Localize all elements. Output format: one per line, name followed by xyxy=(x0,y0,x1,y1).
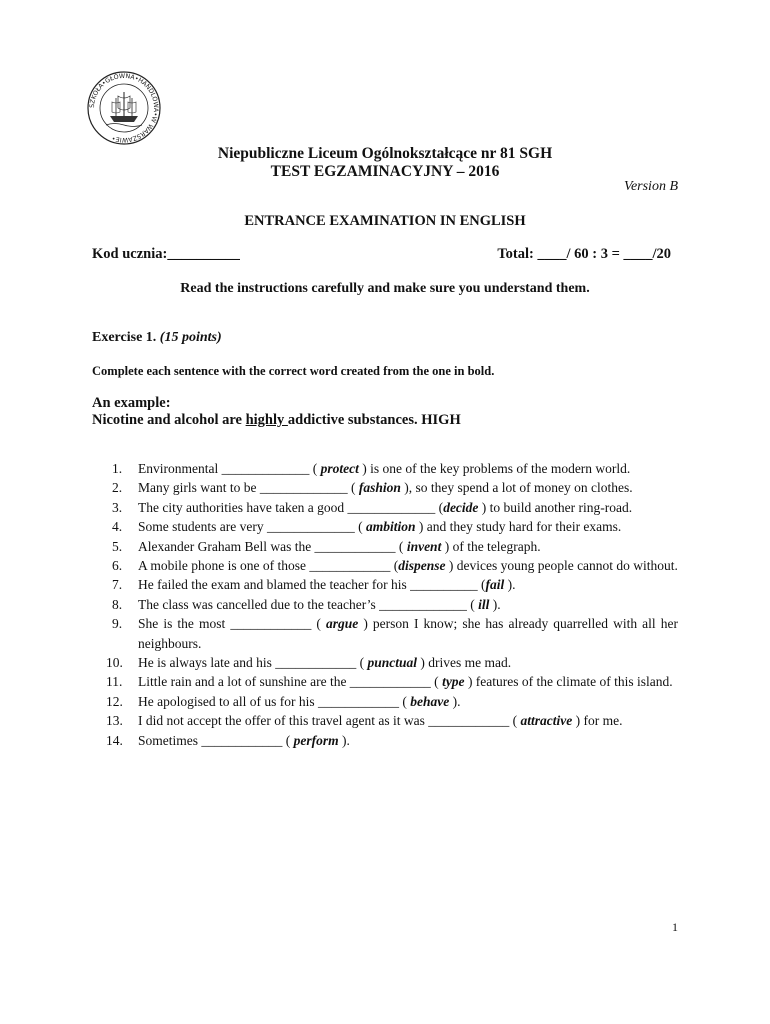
item-text: She is the most ____________ ( xyxy=(138,616,326,632)
school-seal-logo xyxy=(86,70,162,146)
item-text: He apologised to all of us for his ____________ ( xyxy=(138,693,411,709)
item-text: A mobile phone is one of those ____________ ( xyxy=(138,558,399,574)
item-text: Little rain and a lot of sunshine are the ____________ ( xyxy=(138,674,443,690)
item-number: 7. xyxy=(112,577,123,593)
school-name: Niepubliczne Liceum Ogólnokształcące nr 81 SGH xyxy=(217,145,553,162)
item-text: ). xyxy=(504,577,516,593)
item-text: ), so they spend a lot of money on clothes. xyxy=(400,480,633,496)
item-text: The class was cancelled due to the teacher’s _____________ ( xyxy=(138,596,479,612)
item-text: The city authorities have taken a good _____________ ( xyxy=(138,499,444,515)
item-number: 9. xyxy=(112,616,123,632)
item-text: ). xyxy=(449,693,461,709)
item-keyword: dispense xyxy=(398,558,446,574)
student-code-field: Kod ucznia:__________ xyxy=(92,246,240,262)
item-number: 14. xyxy=(106,732,123,748)
example-post: addictive substances. HIGH xyxy=(287,412,461,428)
item-keyword: punctual xyxy=(367,655,417,671)
item-keyword: ambition xyxy=(365,519,416,535)
list-item xyxy=(92,692,678,711)
list-item xyxy=(92,517,678,536)
item-text: ) of the telegraph. xyxy=(441,538,541,554)
item-text: Sometimes ____________ ( xyxy=(138,732,294,748)
total-score-field: Total: ____/ 60 : 3 = ____/20 xyxy=(497,246,671,262)
item-text: Alexander Graham Bell was the ____________ ( xyxy=(138,538,407,554)
list-item xyxy=(92,672,678,691)
item-text: ) person I know; she has already quarrelled with all her neighbours. xyxy=(138,616,678,651)
item-keyword: type xyxy=(442,674,465,690)
item-keyword: ill xyxy=(478,596,490,612)
test-title: TEST EGZAMINACYJNY – 2016 xyxy=(270,163,500,180)
exercise-title-text: Exercise 1. xyxy=(92,330,160,345)
list-item xyxy=(92,653,678,672)
item-number: 10. xyxy=(106,655,123,671)
item-number: 13. xyxy=(106,713,123,729)
item-keyword: fashion xyxy=(358,480,401,496)
exercise-points: (15 points) xyxy=(159,330,222,345)
item-text: He is always late and his ____________ ( xyxy=(138,655,368,671)
exercise-title xyxy=(92,330,222,346)
item-number: 2. xyxy=(112,480,123,496)
list-item xyxy=(92,614,678,653)
item-text: I did not accept the offer of this travel agent as it was ____________ ( xyxy=(138,713,521,729)
page-number: 1 xyxy=(672,920,678,934)
item-keyword: protect xyxy=(320,461,359,476)
item-text: Many girls want to be _____________ ( xyxy=(138,480,359,496)
list-item xyxy=(92,575,678,594)
item-text: ). xyxy=(338,732,350,748)
item-text: ). xyxy=(489,596,501,612)
example-answer: highly xyxy=(245,412,288,428)
list-item xyxy=(92,537,678,556)
item-text: ) features of the climate of this island. xyxy=(464,674,673,690)
item-text: Environmental _____________ ( xyxy=(138,461,321,476)
exercise-instruction: Complete each sentence with the correct word created from the one in bold. xyxy=(92,364,495,378)
item-number: 12. xyxy=(106,693,123,709)
item-text: ) is one of the key problems of the modern world. xyxy=(358,461,631,476)
item-number: 3. xyxy=(112,499,123,515)
version-label: Version B xyxy=(623,179,678,194)
example-pre: Nicotine and alcohol are xyxy=(92,412,246,428)
item-number: 1. xyxy=(112,461,123,476)
item-keyword: fail xyxy=(485,577,505,593)
item-number: 8. xyxy=(112,596,123,612)
list-item xyxy=(92,731,678,750)
item-text: ) to build another ring-road. xyxy=(478,499,633,515)
item-number: 6. xyxy=(112,558,123,574)
exercise-items xyxy=(92,459,678,750)
item-keyword: attractive xyxy=(520,713,573,729)
item-number: 5. xyxy=(112,538,123,554)
item-text: ) and they study hard for their exams. xyxy=(415,519,622,535)
item-number: 4. xyxy=(112,519,123,535)
instructions-note: Read the instructions carefully and make sure you understand them. xyxy=(180,281,590,296)
list-item xyxy=(92,498,678,517)
item-text: He failed the exam and blamed the teacher for his __________ ( xyxy=(138,577,486,593)
item-text: ) devices young people cannot do without. xyxy=(445,558,678,574)
item-keyword: invent xyxy=(406,538,442,554)
item-text: Some students are very _____________ ( xyxy=(138,519,366,535)
list-item xyxy=(92,459,678,478)
list-item xyxy=(92,556,678,575)
item-text: ) for me. xyxy=(572,713,623,729)
example-block xyxy=(92,395,461,429)
list-item xyxy=(92,711,678,730)
item-number: 11. xyxy=(106,674,123,690)
item-keyword: argue xyxy=(325,616,359,632)
list-item xyxy=(92,478,678,497)
svg-text:SZKOŁA•GŁÓWNA•HANDLOWA•W WARSZ: SZKOŁA•GŁÓWNA•HANDLOWA•W WARSZAWIE• xyxy=(88,72,160,144)
item-keyword: behave xyxy=(410,693,450,709)
example-sentence xyxy=(92,412,461,429)
exam-title: ENTRANCE EXAMINATION IN ENGLISH xyxy=(244,213,526,229)
item-keyword: perform xyxy=(293,732,339,748)
list-item xyxy=(92,595,678,614)
item-text: ) drives me mad. xyxy=(417,655,512,671)
item-keyword: decide xyxy=(443,499,479,515)
example-label: An example: xyxy=(92,395,171,411)
